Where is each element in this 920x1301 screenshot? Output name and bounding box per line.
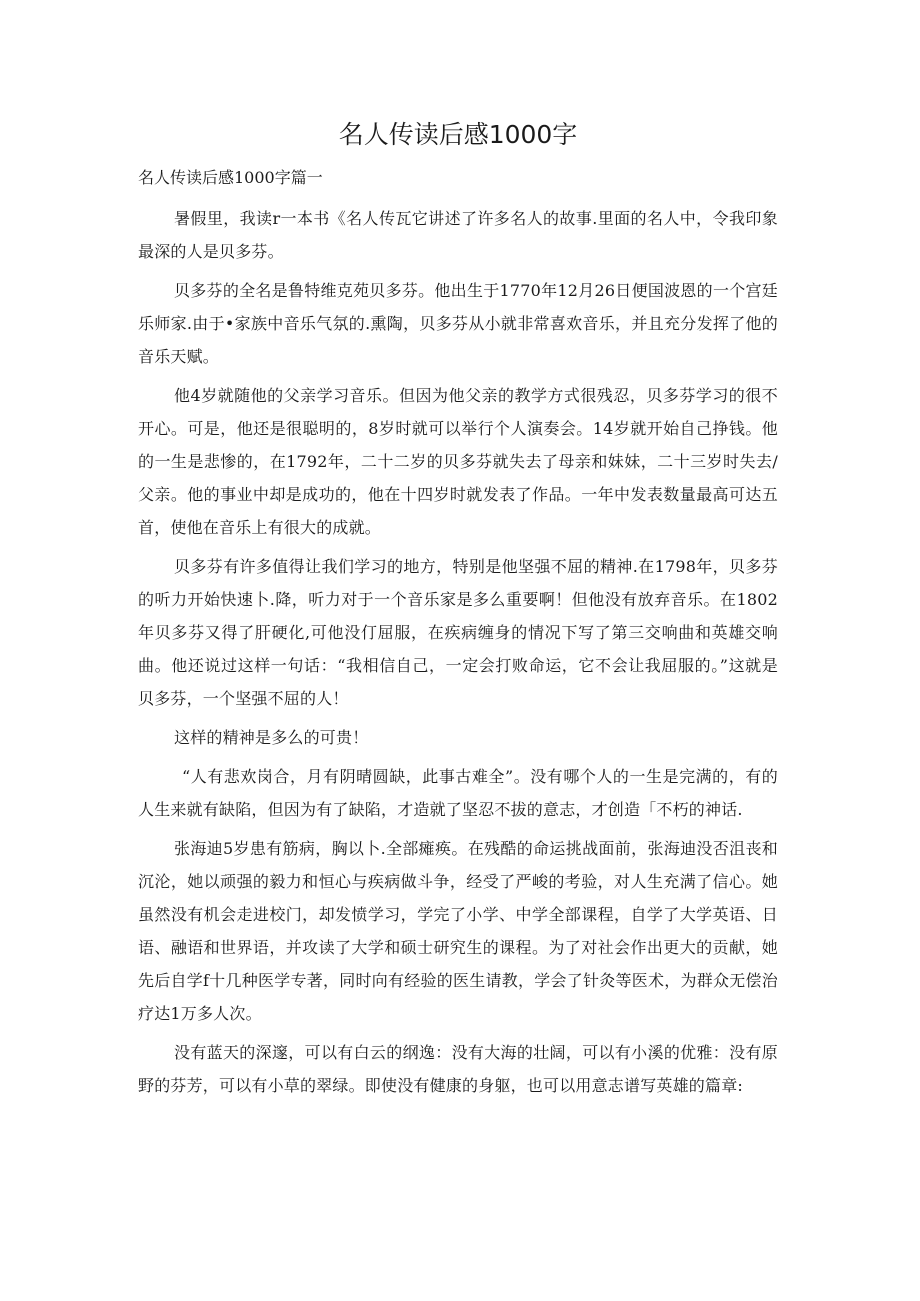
paragraph-2: 贝多芬的全名是鲁特维克苑贝多芬。他出生于1770年12月26日便国波恩的一个宫廷乐师家.由于•家族中音乐气氛的.熏陶，贝多芬从小就非常喜欢音乐，并且充分发挥了他的音乐天赋。	[138, 281, 778, 366]
paragraph-5: 这样的精神是多么的可贵！	[174, 728, 369, 747]
paragraph-1: 暑假里，我读r一本书《名人传瓦它讲述了许多名人的故事.里面的名人中，令我印象最深的人是贝多芬。	[138, 209, 778, 261]
document-body	[138, 202, 778, 1108]
paragraph-7: 张海迪5岁患有筋病，胸以卜.全部瘫痪。在残酷的命运挑战面前，张海迪没否沮丧和沉沦，她以顽强的毅力和恒心与疾病做斗争，经受了严峻的考验，对人生充满了信心。她虽然没有机会走进校门，却发愤学习，学完了小学、中学全部课程，自学了大学英语、日语、融语和世界语，并攻读了大学和硕士研究生的课程。为了对社会作出更大的贡献，她先后自学f十几种医学专著，同时向有经验的医生请教，学会了针灸等医术，为群众无偿治疗达1万多人次。	[138, 839, 778, 1023]
document-subtitle: 名人传读后感1000字篇一	[138, 168, 323, 187]
paragraph-3: 他4岁就随他的父亲学习音乐。但因为他父亲的教学方式很残忍，贝多芬学习的很不开心。可是，他还是很聪明的，8岁时就可以举行个人演奏会。14岁就开始自己挣钱。他的一生是悲惨的，在1792年，二十二岁的贝多芬就失去了母亲和妹妹，二十三岁时失去/父亲。他的事业中却是成功的，他在十四岁时就发表了作品。一年中发表数量最高可达五首，使他在音乐上有很大的成就。	[138, 386, 778, 537]
paragraph-4: 贝多芬有许多值得让我们学习的地方，特别是他坚强不屈的精神.在1798年，贝多芬的听力开始快速卜.降，听力对于一个音乐家是多么重要啊！但他没有放弃音乐。在1802年贝多芬又得了肝硬化,可他没仃屈服，在疾病缠身的情况下写了第三交响曲和英雄交响曲。他还说过这样一句话：“我相信自己，一定会打败命运，它不会让我屈服的。”这就是贝多芬，一个坚强不屈的人！	[138, 557, 778, 708]
paragraph-8: 没有蓝天的深邃，可以有白云的纲逸：没有大海的壮阔，可以有小溪的优雅：没有原野的芬芳，可以有小草的翠绿。即使没有健康的身躯，也可以用意志谱写英雄的篇章:	[138, 1043, 778, 1095]
paragraph-6: “人有悲欢岗合，月有阴晴圆缺，此事古难全”。没有哪个人的一生是完满的，有的人生来就有缺陷，但因为有了缺陷，才造就了坚忍不拔的意志，才创造「不朽的神话.	[138, 767, 778, 819]
document-title: 名人传读后感1000字	[338, 120, 578, 149]
